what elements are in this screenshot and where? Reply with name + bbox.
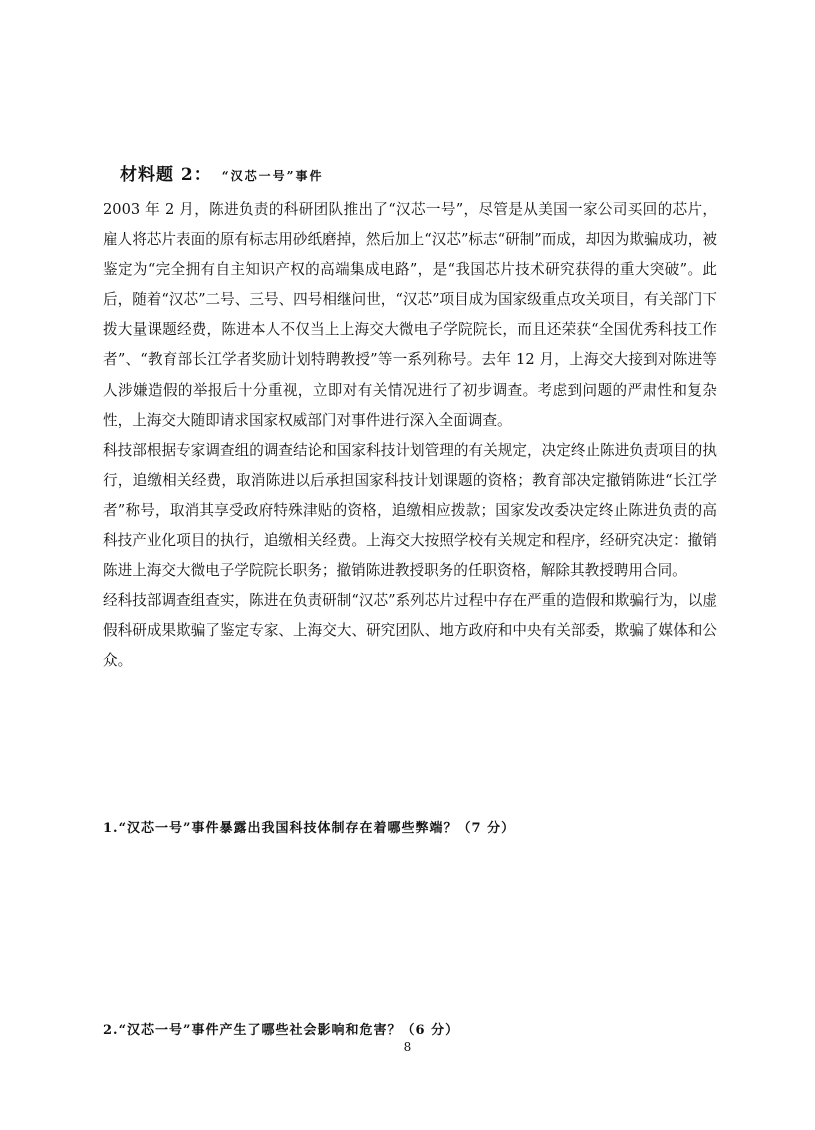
material-heading (120, 160, 324, 185)
paragraph-2: 科技部根据专家调查组的调查结论和国家科技计划管理的有关规定，决定终止陈进负责项目的执行，追缴相关经费，取消陈进以后承担国家科技计划课题的资格；教育部决定撤销陈进“长江学者”称号，取消其享受政府特殊津贴的资格，追缴相应拨款；国家发改委决定终止陈进负责的高科技产业化项目的执行，追缴相关经费。上海交大按照学校有关规定和程序，经研究决定：撤销陈进上海交大微电子学院院长职务；撤销陈进教授职务的任职资格，解除其教授聘用合同。 (103, 441, 717, 580)
material-body (103, 195, 717, 677)
page-number: 8 (403, 1040, 412, 1054)
paragraph-1: 2003 年 2 月，陈进负责的科研团队推出了“汉芯一号”，尽管是从美国一家公司买回的芯片，雇人将芯片表面的原有标志用砂纸磨掉，然后加上“汉芯”标志“研制”而成，却因为欺骗成功，被鉴定为“完全拥有自主知识产权的高端集成电路”，是“我国芯片技术研究获得的重大突破”。此后，随着“汉芯”二号、三号、四号相继问世，“汉芯”项目成为国家级重点攻关项目，有关部门下拨大量课题经费，陈进本人不仅当上上海交大微电子学院院长，而且还荣获“全国优秀科技工作者”、“教育部长江学者奖励计划特聘教授”等一系列称号。去年 12 月，上海交大接到对陈进等人涉嫌造假的举报后十分重视，立即对有关情况进行了初步调查。考虑到问题的严肃性和复杂性，上海交大随即请求国家权威部门对事件进行深入全面调查。 (103, 201, 717, 429)
paragraph-3: 经科技部调查组查实，陈进在负责研制“汉芯”系列芯片过程中存在严重的造假和欺骗行为，以虚假科研成果欺骗了鉴定专家、上海交大、研究团队、地方政府和中央有关部委，欺骗了媒体和公众。 (103, 592, 717, 670)
material-label: 材料题 2： (120, 165, 212, 185)
question-1: 1.“汉芯一号”事件暴露出我国科技体制存在着哪些弊端？（7 分） (103, 821, 516, 836)
question-2: 2.“汉芯一号”事件产生了哪些社会影响和危害？（6 分） (103, 1023, 460, 1038)
material-subtitle: “汉芯一号”事件 (221, 169, 324, 183)
